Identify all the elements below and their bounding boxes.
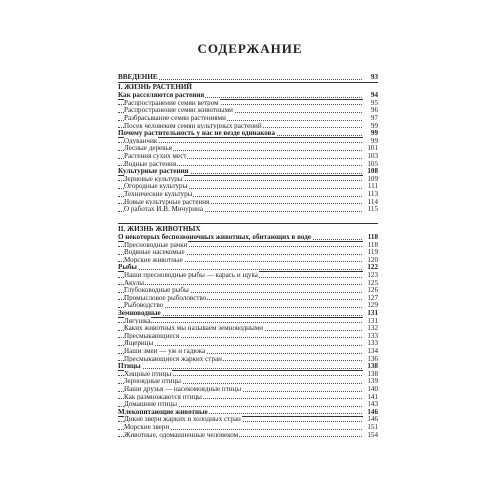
- entry-label: Глубоководные рыбы: [124, 286, 189, 295]
- entry-label: Водяные насекомые: [124, 248, 185, 257]
- page-number: 133: [363, 332, 378, 340]
- entry-label: Огородные культуры: [124, 182, 188, 191]
- entry-label: Морские звери: [124, 423, 170, 431]
- entry-label: Морские животные: [124, 255, 183, 264]
- toc-entry[interactable]: [118, 431, 378, 439]
- entry-label: Распространение семян ветром: [124, 98, 219, 107]
- page-number: 143: [363, 400, 378, 408]
- entry-label: Новые культурные растения: [124, 197, 210, 206]
- entry-label: Как расселяются растения: [118, 91, 205, 100]
- entry-label: Зерноядные птицы: [124, 377, 182, 386]
- page-number: 113: [363, 190, 378, 198]
- entry-label: Зерновые культуры: [124, 174, 183, 183]
- page-number: 103: [363, 152, 378, 160]
- page-number: 139: [363, 377, 378, 385]
- toc-entry-introduction[interactable]: [118, 73, 378, 81]
- page-number: 123: [363, 271, 378, 279]
- entry-label: Животные, одомашненные человеком: [124, 430, 239, 439]
- entry-label: Наши пресноводные рыбы — карась и щука: [124, 271, 258, 279]
- page-number: 133: [363, 339, 378, 347]
- page-number: 129: [363, 301, 378, 309]
- entry-label: Одуванчик: [124, 136, 158, 145]
- page-number: 126: [363, 286, 378, 294]
- entry-label: ВВЕДЕНИЕ: [118, 73, 158, 81]
- page-number: 154: [363, 431, 378, 439]
- page-number: 140: [363, 385, 378, 393]
- entry-label: Ящерицы: [124, 339, 154, 348]
- entry-label: Млекопитающие животные: [118, 407, 208, 416]
- page-number: 134: [363, 347, 378, 355]
- entry-label: Пресмыкающиеся жарких стран: [124, 354, 222, 363]
- entry-label: I. ЖИЗНЬ РАСТЕНИЙ: [118, 83, 192, 91]
- page-number: 114: [363, 198, 378, 206]
- entry-label: Рыбы: [118, 263, 137, 272]
- entry-label: Водные растения: [124, 159, 177, 168]
- page-number: 131: [363, 309, 378, 317]
- entry-label: Лягушка: [124, 316, 151, 325]
- entry-label: Акулы: [124, 278, 145, 287]
- page-number: 119: [363, 248, 378, 256]
- entry-label: Лесные деревья: [124, 144, 173, 153]
- page-number: 125: [363, 279, 378, 287]
- chapter-heading[interactable]: [118, 83, 378, 91]
- entry-label: Растения сухих мест: [124, 152, 187, 160]
- page-number: 131: [363, 317, 378, 325]
- entry-label: Посев человеком семян культурных растений: [124, 121, 262, 130]
- entry-label: Птицы: [118, 362, 141, 371]
- entry-label: Рыбоводство: [124, 301, 164, 310]
- dot-leader: [118, 368, 366, 369]
- page-number: 138: [363, 362, 378, 370]
- entry-label: Дикие звери жарких и холодных стран: [124, 415, 241, 424]
- page-number: 136: [363, 355, 378, 363]
- page-number: 151: [363, 423, 378, 431]
- entry-label: Наши друзья — насекомоядные птицы: [124, 385, 242, 393]
- entry-label: Культурные растения: [118, 167, 189, 176]
- entry-label: Домашние птицы: [124, 400, 178, 409]
- page-number: 127: [363, 294, 378, 302]
- page-number: 93: [363, 73, 378, 81]
- page-number: 97: [363, 114, 378, 122]
- page-number: 146: [363, 415, 378, 423]
- page-number: 109: [363, 175, 378, 183]
- page-number: 111: [363, 182, 378, 190]
- page-number: 138: [363, 370, 378, 378]
- page-number: 99: [363, 129, 378, 137]
- page-number: 108: [363, 167, 378, 175]
- dot-leader: [118, 284, 366, 285]
- page-number: 94: [363, 91, 378, 99]
- page-number: 115: [363, 205, 378, 213]
- page-number: 122: [363, 263, 378, 271]
- entry-label: Как размножаются птицы: [124, 392, 202, 401]
- entry-label: II. ЖИЗНЬ ЖИВОТНЫХ: [118, 224, 201, 233]
- page-number: 99: [363, 137, 378, 145]
- entry-label: О некоторых беспозвоночных животных, обитающих в воде: [118, 233, 312, 241]
- page-number: 105: [363, 160, 378, 168]
- page-number: 99: [363, 122, 378, 130]
- page-number: 101: [363, 144, 378, 152]
- page-number: 118: [363, 233, 378, 241]
- entry-label: Каких животных мы называем земноводными: [124, 324, 264, 333]
- page-number: 96: [363, 106, 378, 114]
- dot-leader: [118, 345, 366, 346]
- page-number: 95: [363, 99, 378, 107]
- toc-entry[interactable]: [118, 205, 378, 213]
- page-title: СОДЕРЖАНИЕ: [197, 41, 303, 56]
- entry-label: Наши змеи — уж и гадюка: [124, 347, 206, 355]
- entry-label: Земноводные: [118, 309, 161, 317]
- entry-label: Распространение семян животными: [124, 106, 233, 115]
- entry-label: Почему растительность у нас не везде одинакова: [118, 129, 276, 138]
- entry-label: Пресмыкающиеся: [124, 331, 180, 340]
- page-number: 118: [363, 241, 378, 249]
- page-number: 120: [363, 256, 378, 264]
- page-number: 141: [363, 393, 378, 401]
- dot-leader: [118, 322, 366, 323]
- page-number: 132: [363, 324, 378, 332]
- entry-label: Разбрасывание семян растениями: [124, 114, 226, 122]
- chapter-heading[interactable]: [118, 225, 378, 233]
- entry-label: О работах И.В. Мичурина: [124, 205, 203, 214]
- page-number: 146: [363, 408, 378, 416]
- entry-label: Пресноводные рачки: [124, 240, 188, 249]
- entry-label: Хищные птицы: [124, 369, 172, 378]
- entry-label: Промысловое рыболовство: [124, 293, 207, 302]
- dot-leader: [118, 269, 366, 270]
- entry-label: Технические культуры: [124, 190, 193, 198]
